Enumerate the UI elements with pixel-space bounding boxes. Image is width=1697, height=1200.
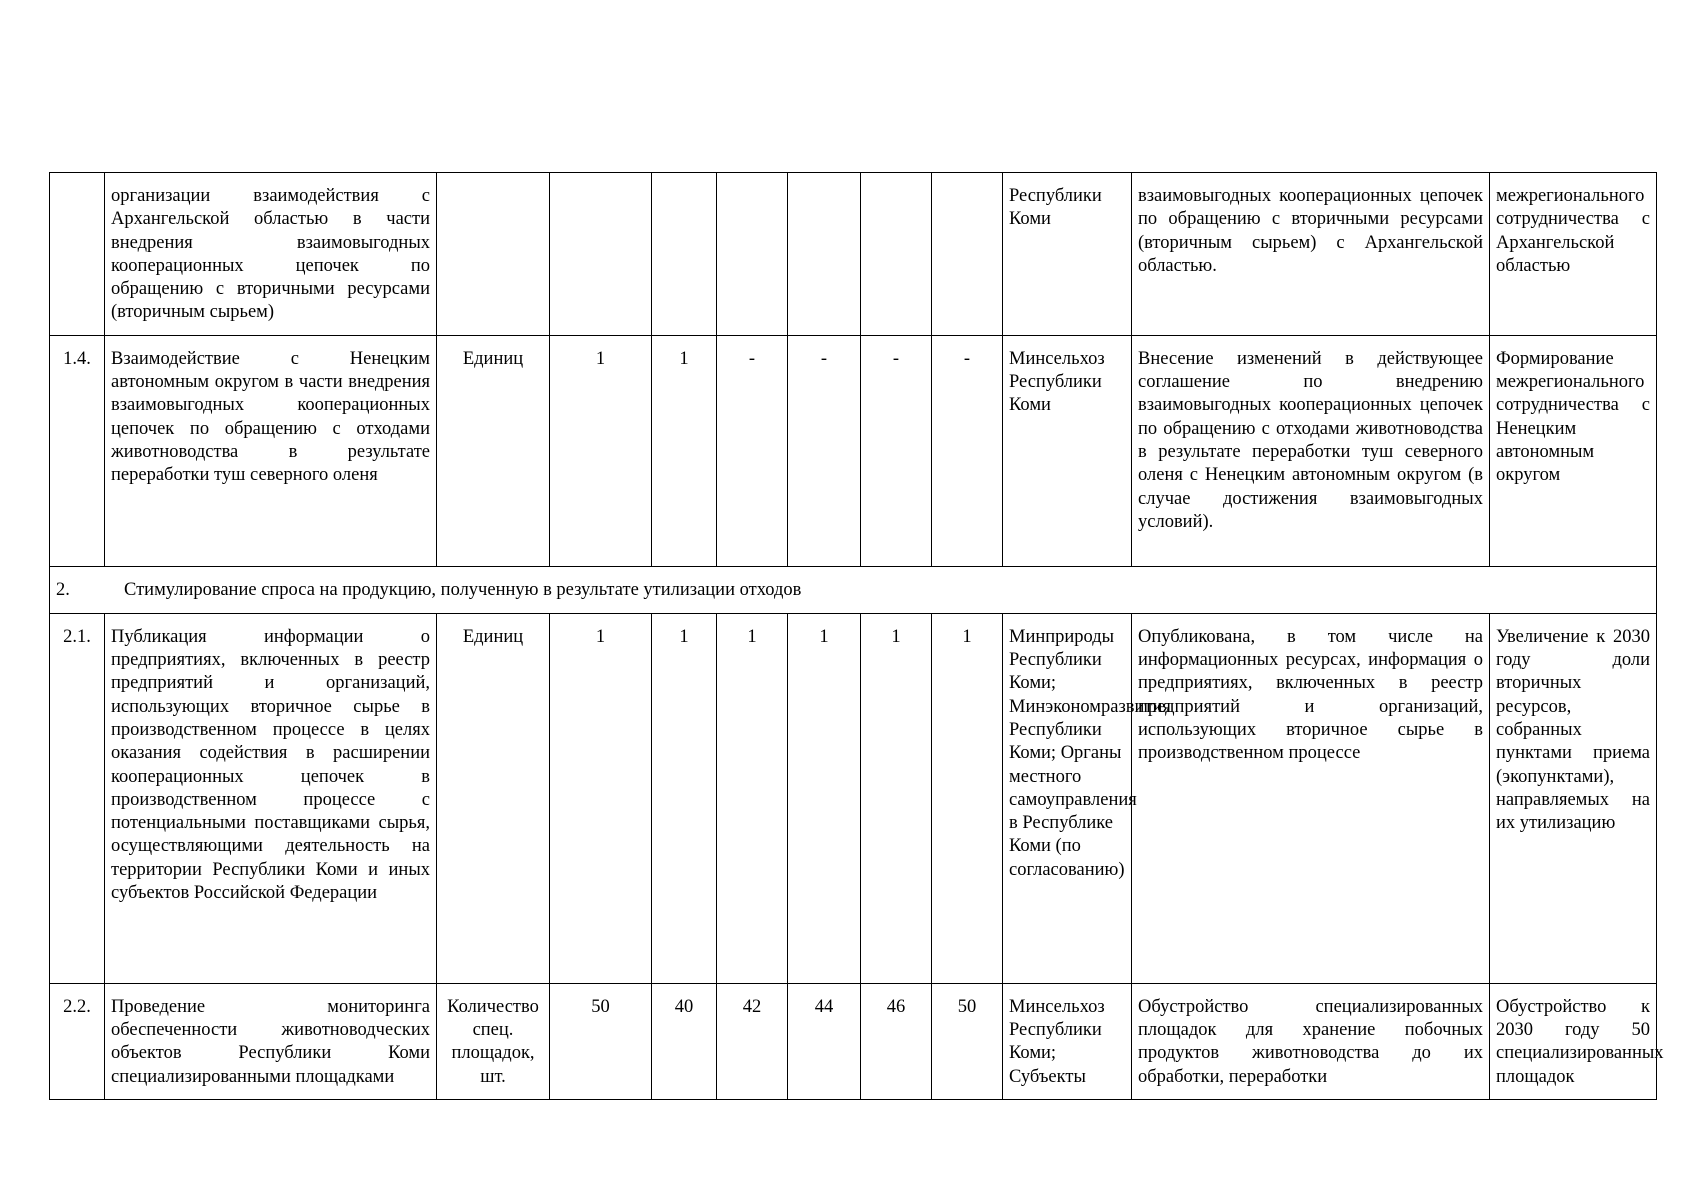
- value-cell: [652, 173, 717, 336]
- value-cell: -: [932, 335, 1003, 566]
- value-cell: 46: [861, 983, 932, 1099]
- responsible-cell: Минсельхоз Республики Коми; Субъекты: [1003, 983, 1132, 1099]
- value-cell: [861, 173, 932, 336]
- result-cell: взаимовыгодных кооперационных цепочек по обращению с вторичными ресурсами (вторичным сырьем) с Архангельской областью.: [1132, 173, 1490, 336]
- unit-cell: Единиц: [437, 613, 550, 983]
- table-row: [50, 173, 1657, 336]
- result-cell: Внесение изменений в действующее соглашение по внедрению взаимовыгодных кооперационных цепочек по обращению с отходами животноводства в результате переработки туш северного оленя с Ненецким автономным округом (в случае достижения взаимовыгодных условий).: [1132, 335, 1490, 566]
- event-cell: Публикация информации о предприятиях, включенных в реестр предприятий и организаций, использующих вторичное сырье в производственном процессе в целях оказания содействия в расширении кооперационных цепочек в производственном процессе с потенциальными поставщиками сырья, осуществляющими деятельность на территории Республики Коми и иных субъектов Российской Федерации: [105, 613, 437, 983]
- value-cell: 50: [550, 983, 652, 1099]
- section-row: [50, 566, 1657, 613]
- responsible-cell: Минприроды Республики Коми; Минэкономразвития Республики Коми; Органы местного самоуправления в Республике Коми (по согласованию): [1003, 613, 1132, 983]
- result-cell: Обустройство специализированных площадок для хранение побочных продуктов животноводства до их обработки, переработки: [1132, 983, 1490, 1099]
- value-cell: 44: [788, 983, 861, 1099]
- goal-cell: Обустройство к 2030 году 50 специализированных площадок: [1490, 983, 1657, 1099]
- table-row: [50, 613, 1657, 983]
- row-number: [50, 173, 105, 336]
- event-cell: организации взаимодействия с Архангельской областью в части внедрения взаимовыгодных кооперационных цепочек по обращению с вторичными ресурсами (вторичным сырьем): [105, 173, 437, 336]
- event-cell: Проведение мониторинга обеспеченности животноводческих объектов Республики Коми специализированными площадками: [105, 983, 437, 1099]
- value-cell: [788, 173, 861, 336]
- goal-cell: Формирование межрегионального сотрудничества с Ненецким автономным округом: [1490, 335, 1657, 566]
- value-cell: -: [717, 335, 788, 566]
- value-cell: [717, 173, 788, 336]
- section-heading: [50, 566, 1657, 613]
- value-cell: 40: [652, 983, 717, 1099]
- value-cell: -: [861, 335, 932, 566]
- table-row: [50, 335, 1657, 566]
- result-cell: Опубликована, в том числе на информационных ресурсах, информация о предприятиях, включенных в реестр предприятий и организаций, использующих вторичное сырье в производственном процессе: [1132, 613, 1490, 983]
- event-cell: Взаимодействие с Ненецким автономным округом в части внедрения взаимовыгодных кооперационных цепочек по обращению с отходами животноводства в результате переработки туш северного оленя: [105, 335, 437, 566]
- responsible-cell: Минсельхоз Республики Коми: [1003, 335, 1132, 566]
- value-cell: 1: [652, 613, 717, 983]
- table-row: [50, 983, 1657, 1099]
- row-number: 1.4.: [50, 335, 105, 566]
- section-number: 2.: [56, 579, 70, 600]
- section-title: Стимулирование спроса на продукцию, полученную в результате утилизации отходов: [124, 579, 802, 600]
- goal-cell: межрегионального сотрудничества с Архангельской областью: [1490, 173, 1657, 336]
- value-cell: [932, 173, 1003, 336]
- unit-cell: [437, 173, 550, 336]
- value-cell: -: [788, 335, 861, 566]
- value-cell: 1: [550, 613, 652, 983]
- row-number: 2.1.: [50, 613, 105, 983]
- measures-table: [49, 172, 1664, 1100]
- value-cell: 1: [861, 613, 932, 983]
- value-cell: 1: [932, 613, 1003, 983]
- unit-cell: Количество спец. площадок, шт.: [437, 983, 550, 1099]
- goal-cell: Увеличение к 2030 году доли вторичных ресурсов, собранных пунктами приема (экопунктами), направляемых на их утилизацию: [1490, 613, 1657, 983]
- value-cell: 1: [652, 335, 717, 566]
- row-number: 2.2.: [50, 983, 105, 1099]
- value-cell: 1: [550, 335, 652, 566]
- value-cell: [550, 173, 652, 336]
- value-cell: 42: [717, 983, 788, 1099]
- value-cell: 1: [717, 613, 788, 983]
- value-cell: 1: [788, 613, 861, 983]
- responsible-cell: Республики Коми: [1003, 173, 1132, 336]
- value-cell: 50: [932, 983, 1003, 1099]
- unit-cell: Единиц: [437, 335, 550, 566]
